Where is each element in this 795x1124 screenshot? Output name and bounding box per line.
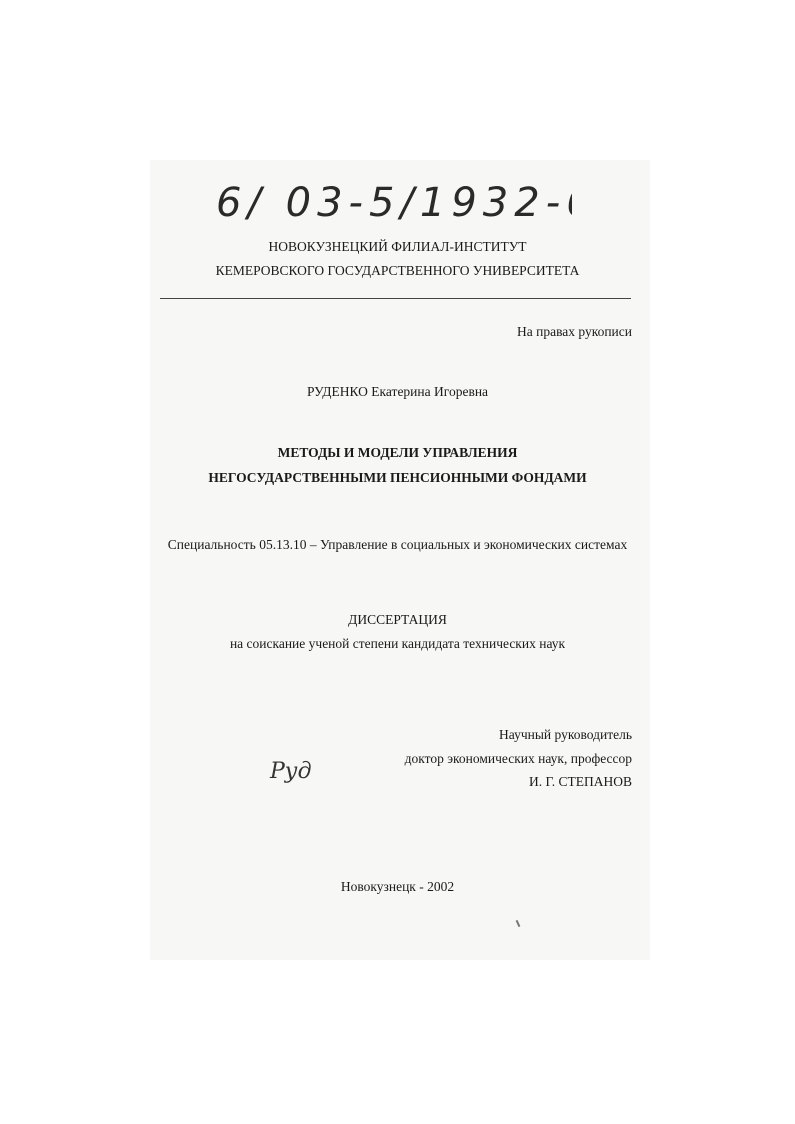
specialty-line: Специальность 05.13.10 – Управление в социальных и экономических системах xyxy=(167,537,628,552)
supervisor-name: И. Г. СТЕПАНОВ xyxy=(528,774,632,789)
city-and-year: Новокузнецк - 2002 xyxy=(340,879,455,894)
thesis-title-line2: НЕГОСУДАРСТВЕННЫМИ ПЕНСИОННЫМИ ФОНДАМИ xyxy=(208,470,587,485)
supervisor-role: Научный руководитель xyxy=(499,727,632,742)
author-name: РУДЕНКО Екатерина Игоревна xyxy=(306,384,489,399)
institution-name-line2: КЕМЕРОВСКОГО ГОСУДАРСТВЕННОГО УНИВЕРСИТЕТА xyxy=(215,263,580,278)
svg-text:6/ 03-5/1932-6: 6/ 03-5/1932-6 xyxy=(216,180,572,226)
svg-text:Руд: Руд xyxy=(270,759,312,784)
handwritten-signature xyxy=(268,750,316,790)
document-type: ДИССЕРТАЦИЯ xyxy=(348,612,447,627)
institution-name-line1: НОВОКУЗНЕЦКИЙ ФИЛИАЛ-ИНСТИТУТ xyxy=(268,239,527,254)
handwritten-catalog-number xyxy=(212,172,572,232)
header-divider xyxy=(160,298,631,299)
document-purpose: на соискание ученой степени кандидата технических наук xyxy=(229,636,566,651)
thesis-title-line1: МЕТОДЫ И МОДЕЛИ УПРАВЛЕНИЯ xyxy=(277,445,518,460)
supervisor-degree: доктор экономических наук, профессор xyxy=(404,751,632,766)
rights-notice: На правах рукописи xyxy=(516,324,632,339)
